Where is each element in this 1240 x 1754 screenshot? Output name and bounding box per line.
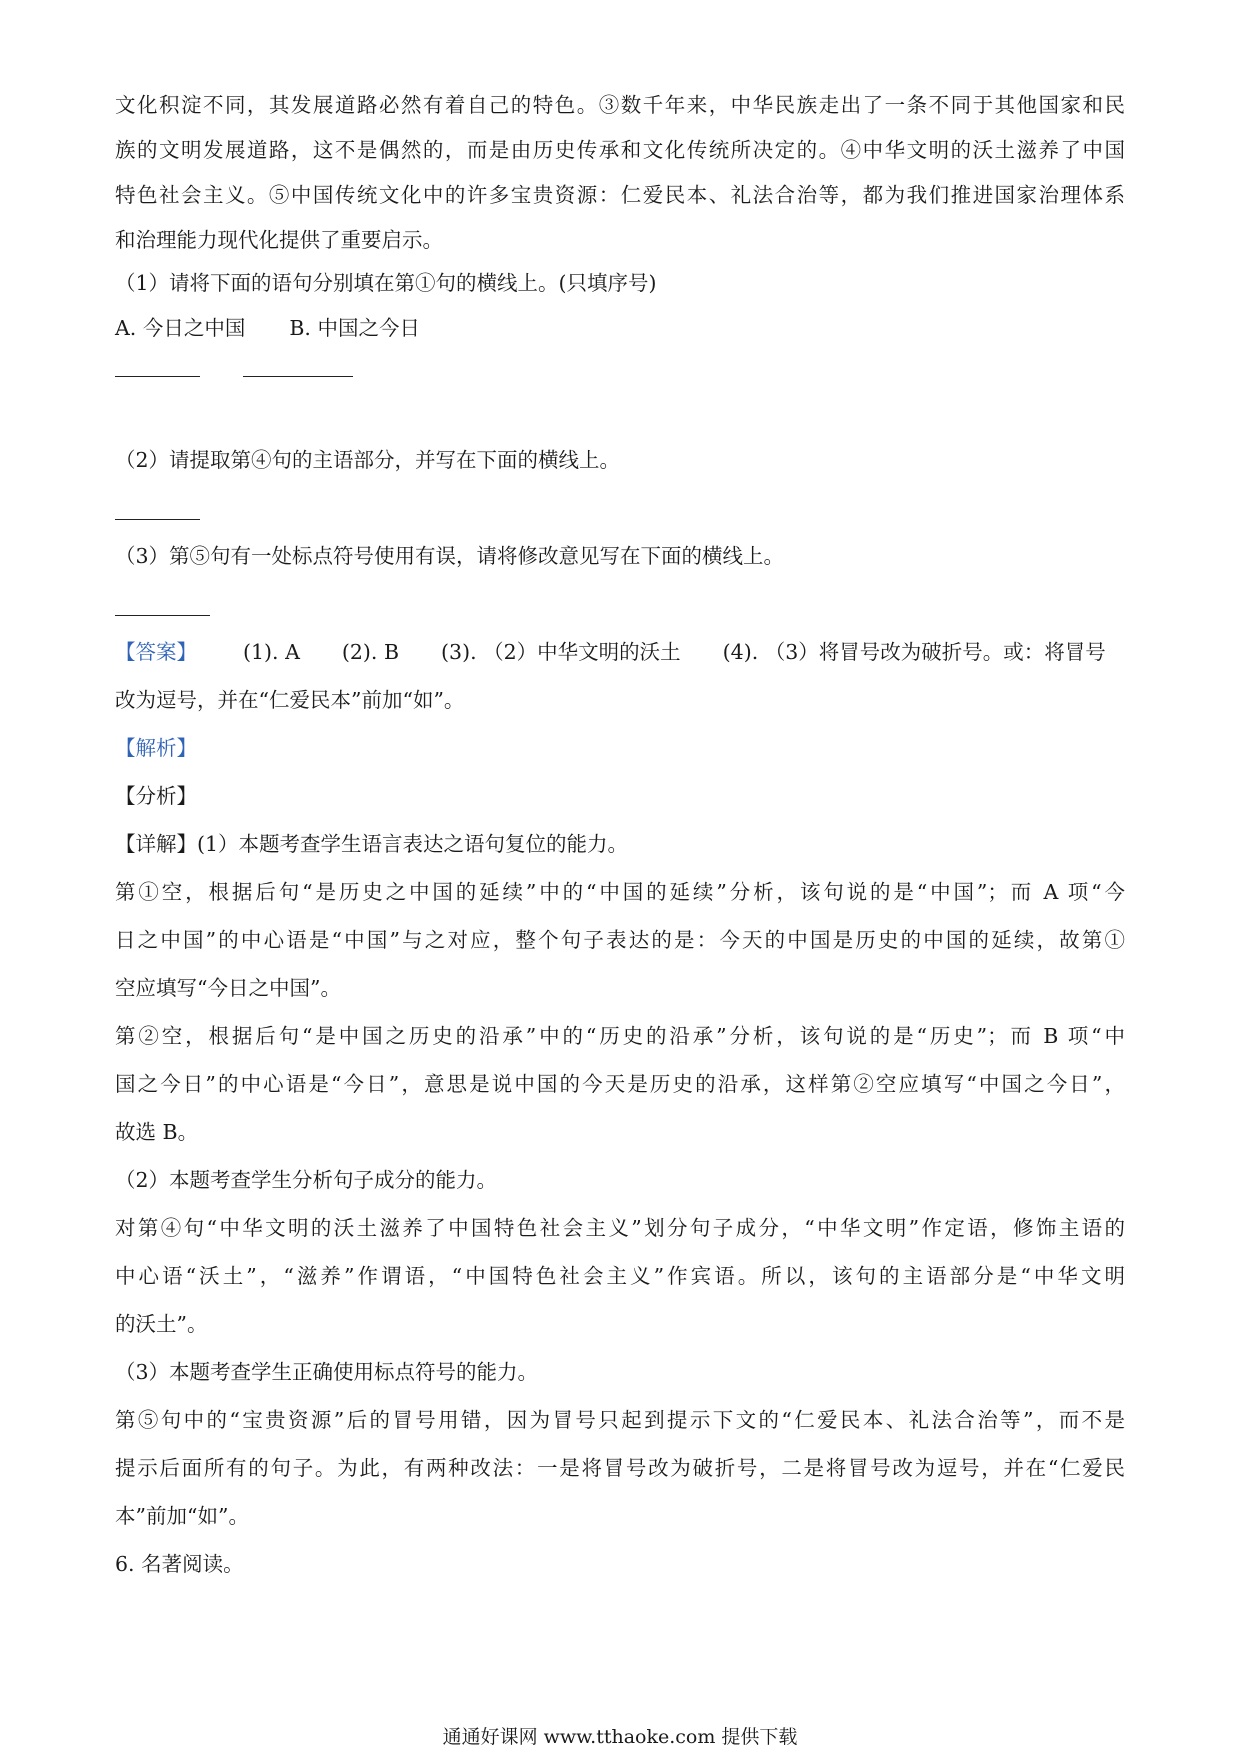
analysis-line-9: 对第④句“中华文明的沃土滋养了中国特色社会主义”划分句子成分，“中华文明”作定语，修饰主语的 <box>115 1216 1125 1240</box>
analysis-line-12: （3）本题考查学生正确使用标点符号的能力。 <box>115 1360 539 1384</box>
analysis-line-2: 第①空，根据后句“是历史之中国的延续”中的“中国的延续”分析，该句说的是“中国”；而 A 项“今 <box>115 880 1125 904</box>
analysis-line-15: 本”前加“如”。 <box>115 1504 249 1528</box>
analysis-line-10: 中心语“沃土”，“滋养”作谓语，“中国特色社会主义”作宾语。所以，该句的主语部分是“中华文明 <box>115 1264 1125 1288</box>
analysis-line-6: 国之今日”的中心语是“今日”，意思是说中国的今天是历史的沿承，这样第②空应填写“中国之今日”， <box>115 1072 1125 1096</box>
analysis-subheading: 【分析】 <box>115 784 197 808</box>
next-question-heading: 6. 名著阅读。 <box>115 1552 244 1576</box>
analysis-line-11: 的沃土”。 <box>115 1312 208 1336</box>
page-footer: 通通好课网 www.tthaoke.com 提供下载 <box>442 1726 798 1748</box>
passage-line-2: 族的文明发展道路，这不是偶然的，而是由历史传承和文化传统所决定的。④中华文明的沃土滋养了中国 <box>115 138 1125 162</box>
question-1: （1）请将下面的语句分别填在第①句的横线上。(只填序号) <box>115 271 657 295</box>
answer-line <box>115 637 1125 667</box>
option-b: B. 中国之今日 <box>289 316 420 340</box>
analysis-line-1: 【详解】(1）本题考查学生语言表达之语句复位的能力。 <box>115 832 629 856</box>
answer-blank-1 <box>115 376 200 377</box>
option-a: A. 今日之中国 <box>115 316 246 340</box>
analysis-line-4: 空应填写“今日之中国”。 <box>115 976 341 1000</box>
answer-blank-4 <box>115 615 210 616</box>
answer-1: (1). A <box>243 640 300 664</box>
analysis-tag: 【解析】 <box>115 736 197 760</box>
answer-3: (3). （2）中华文明的沃土 <box>441 640 681 664</box>
question-2: （2）请提取第④句的主语部分，并写在下面的横线上。 <box>115 448 621 472</box>
passage-line-3: 特色社会主义。⑤中国传统文化中的许多宝贵资源：仁爱民本、礼法合治等，都为我们推进国家治理体系 <box>115 183 1125 207</box>
answer-tag: 【答案】 <box>115 640 197 664</box>
passage-line-1: 文化积淀不同，其发展道路必然有着自己的特色。③数千年来，中华民族走出了一条不同于其他国家和民 <box>115 93 1125 117</box>
analysis-line-8: （2）本题考查学生分析句子成分的能力。 <box>115 1168 498 1192</box>
answer-2: (2). B <box>341 640 400 664</box>
analysis-line-13: 第⑤句中的“宝贵资源”后的冒号用错，因为冒号只起到提示下文的“仁爱民本、礼法合治等”，而不是 <box>115 1408 1125 1432</box>
passage-line-4: 和治理能力现代化提供了重要启示。 <box>115 228 443 252</box>
analysis-line-14: 提示后面所有的句子。为此，有两种改法：一是将冒号改为破折号，二是将冒号改为逗号，并在“仁爱民 <box>115 1456 1125 1480</box>
question-3: （3）第⑤句有一处标点符号使用有误，请将修改意见写在下面的横线上。 <box>115 544 785 568</box>
answer-continuation: 改为逗号，并在“仁爱民本”前加“如”。 <box>115 688 465 712</box>
answer-blank-2 <box>243 376 353 377</box>
question-1-options <box>115 313 1125 343</box>
analysis-line-7: 故选 B。 <box>115 1120 199 1144</box>
analysis-line-5: 第②空，根据后句“是中国之历史的沿承”中的“历史的沿承”分析，该句说的是“历史”；而 B 项“中 <box>115 1024 1125 1048</box>
analysis-line-3: 日之中国”的中心语是“中国”与之对应，整个句子表达的是：今天的中国是历史的中国的延续，故第① <box>115 928 1125 952</box>
answer-4: (4). （3）将冒号改为破折号。或：将冒号 <box>722 640 1106 664</box>
answer-blank-3 <box>115 519 200 520</box>
